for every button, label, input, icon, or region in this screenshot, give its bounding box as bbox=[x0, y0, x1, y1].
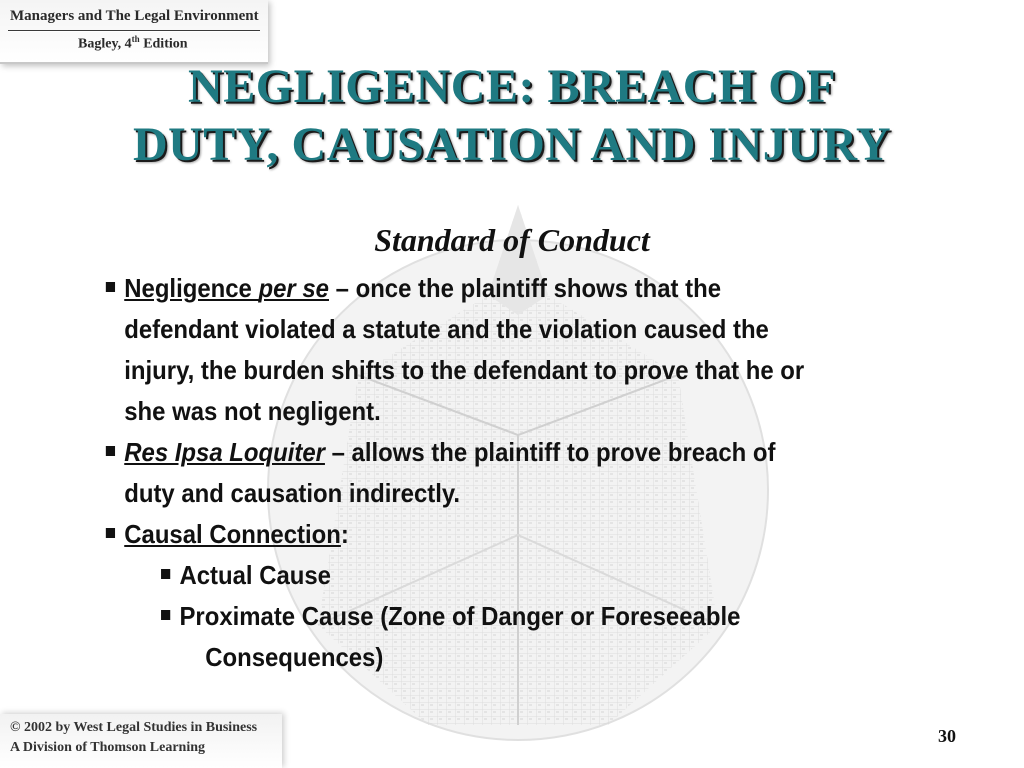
term-negligence-per-se: Negligence per se bbox=[124, 273, 329, 303]
title-line-1: NEGLIGENCE: BREACH OF bbox=[188, 60, 836, 113]
square-bullet-icon bbox=[106, 446, 115, 456]
sub-bullet-proximate-cause: Proximate Cause (Zone of Danger or Foreseeable Consequences) bbox=[104, 596, 868, 678]
square-bullet-icon bbox=[106, 528, 115, 538]
square-bullet-icon bbox=[161, 610, 170, 620]
slide-title bbox=[0, 58, 1024, 174]
square-bullet-icon bbox=[161, 569, 170, 579]
course-header bbox=[0, 0, 268, 64]
bullet-list bbox=[104, 268, 868, 678]
header-course-title: Managers and The Legal Environment bbox=[10, 8, 259, 24]
square-bullet-icon bbox=[106, 282, 115, 292]
term-causal-connection: Causal Connection bbox=[124, 519, 341, 549]
bullet-causal-connection: Causal Connection: bbox=[104, 514, 868, 555]
slide-subtitle: Standard of Conduct bbox=[374, 222, 650, 258]
bullet-negligence-per-se: Negligence per se – once the plaintiff shows that the defendant violated a statute and the violation caused the injury, the burden shifts to the defendant to prove that he or she was not negligent. bbox=[104, 268, 868, 432]
bullet-res-ipsa-loquiter: Res Ipsa Loquiter – allows the plaintiff to prove breach of duty and causation indirectly. bbox=[104, 432, 868, 514]
header-edition: Bagley, 4th Edition bbox=[78, 34, 188, 52]
title-line-2: DUTY, CAUSATION AND INJURY bbox=[132, 118, 892, 171]
sub-bullet-actual-cause: Actual Cause bbox=[104, 555, 868, 596]
copyright-text: © 2002 by West Legal Studies in Business bbox=[10, 720, 258, 735]
page-number: 30 bbox=[938, 726, 956, 746]
term-res-ipsa-loquiter: Res Ipsa Loquiter bbox=[124, 437, 325, 467]
publisher-text: A Division of Thomson Learning bbox=[10, 740, 206, 755]
copyright-footer bbox=[0, 714, 282, 768]
header-divider bbox=[8, 30, 260, 31]
